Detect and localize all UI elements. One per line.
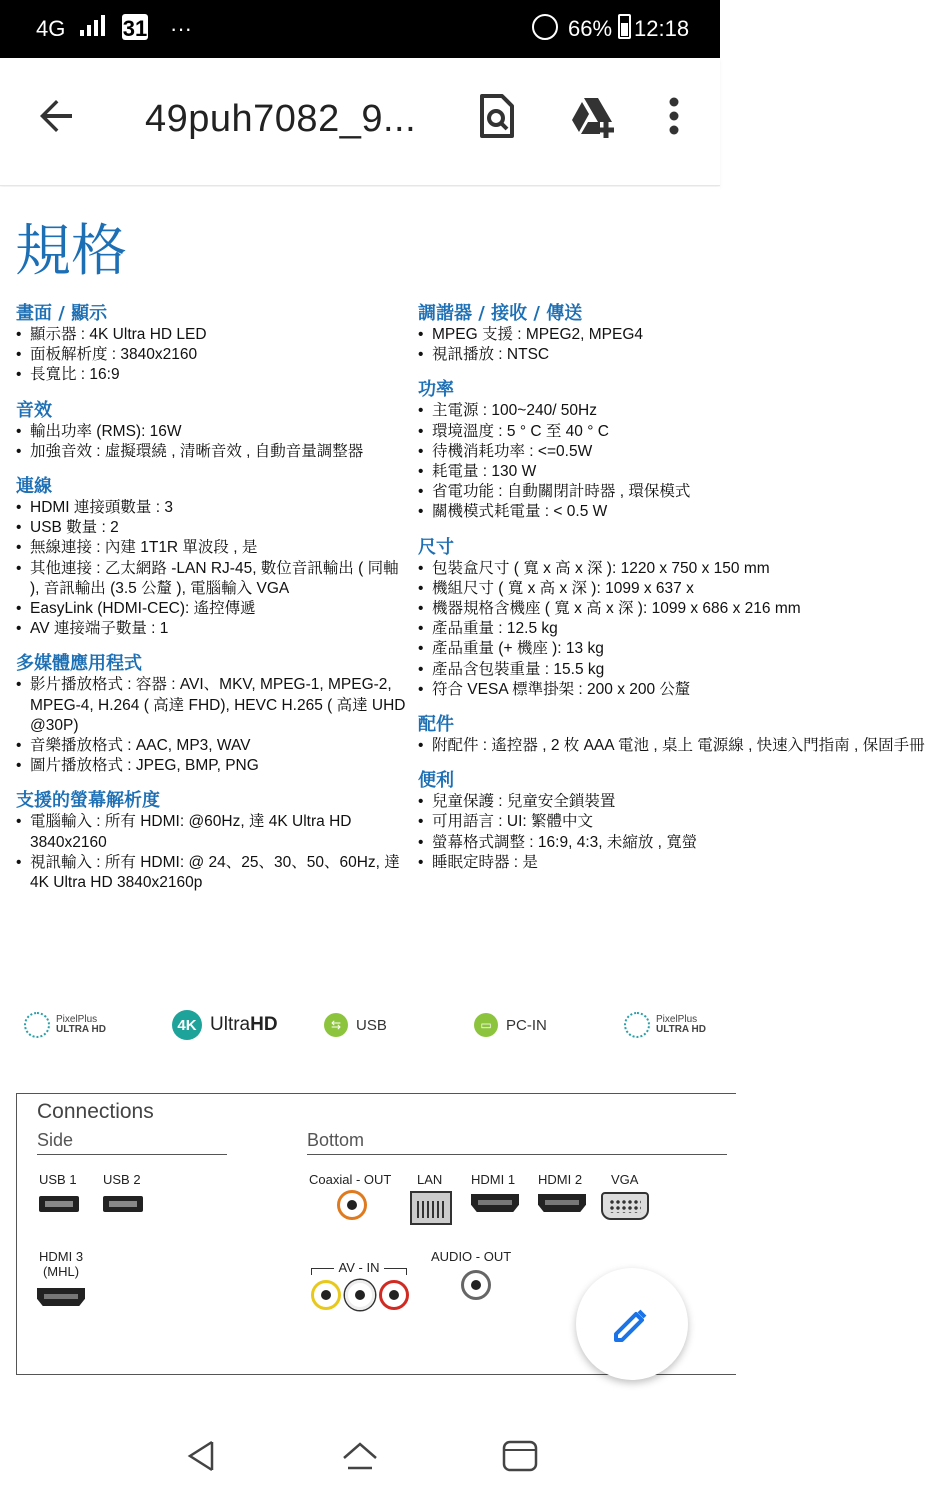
nav-home-button[interactable] — [340, 1436, 380, 1476]
document-title: 49puh7082_9... — [145, 98, 417, 140]
av-in-label: AV - IN — [311, 1260, 407, 1275]
spec-section — [418, 303, 738, 365]
edit-fab-button[interactable] — [576, 1268, 688, 1380]
spec-item: • 音樂播放格式 : AAC, MP3, WAV — [16, 736, 406, 756]
usb-label: USB — [356, 1016, 387, 1034]
nav-home-icon — [340, 1436, 380, 1476]
spec-item: • 環境溫度 : 5 ° C 至 40 ° C — [418, 422, 738, 442]
alarm-icon — [532, 14, 558, 40]
arrow-back-icon — [32, 92, 80, 140]
usb-port-icon — [39, 1196, 79, 1212]
usb-port-icon — [103, 1196, 143, 1212]
spec-item: • 機器規格含機座 ( 寬 x 高 x 深 ): 1099 x 686 x 216 mm — [418, 599, 738, 619]
app-bar — [0, 58, 720, 186]
pixelplus-logo — [24, 1007, 106, 1043]
pixelplus-label: PixelPlus — [656, 1014, 698, 1025]
find-in-page-icon — [474, 92, 518, 140]
pixelplus-icon — [624, 1012, 650, 1038]
4k-badge: 4K — [172, 1010, 202, 1040]
spec-item: • 機組尺寸 ( 寬 x 高 x 深 ): 1099 x 637 x — [418, 579, 738, 599]
nav-back-button[interactable] — [182, 1436, 222, 1476]
spec-item: • HDMI 連接頭數量 : 3 — [16, 498, 406, 518]
bottom-label: Bottom — [307, 1130, 365, 1150]
document-page[interactable] — [0, 187, 925, 1402]
status-bar — [0, 0, 720, 58]
spec-item: • 無線連接 : 內建 1T1R 單波段 , 是 — [16, 538, 406, 558]
ultra-label: Ultra — [210, 1014, 251, 1035]
spec-section — [16, 400, 406, 462]
spec-item: • 長寬比 : 16:9 — [16, 365, 406, 385]
bottom-divider — [307, 1154, 727, 1155]
spec-section-heading: 連線 — [16, 476, 52, 498]
nav-back-icon — [182, 1436, 222, 1476]
spec-item: • 加強音效 : 虛擬環繞 , 清晰音效 , 自動音量調整器 — [16, 442, 406, 462]
spec-item: • AV 連接端子數量 : 1 — [16, 619, 406, 639]
pencil-icon — [610, 1302, 654, 1346]
spec-section-heading: 調諧器 / 接收 / 傳送 — [418, 303, 583, 324]
spec-section-heading: 多媒體應用程式 — [16, 653, 142, 675]
spec-item: • 輸出功率 (RMS): 16W — [16, 422, 406, 442]
network-type: 4G — [36, 16, 66, 41]
spec-section — [418, 770, 738, 873]
spec-item: • 關機模式耗電量 : < 0.5 W — [418, 502, 738, 522]
clock: 12:18 — [634, 16, 690, 41]
pc-in-logo — [474, 1007, 547, 1043]
spec-item: • 電腦輸入 : 所有 HDMI: @60Hz, 達 4K Ultra HD 3840x2160 — [16, 812, 406, 852]
pc-in-label: PC-IN — [506, 1016, 547, 1034]
vga-port-icon — [601, 1192, 649, 1220]
av-audio-right-port-icon — [379, 1280, 409, 1310]
spec-right-column — [418, 303, 925, 887]
side-divider — [37, 1154, 227, 1155]
pixelplus-label: PixelPlus — [56, 1014, 98, 1025]
spec-item: • 影片播放格式 : 容器 : AVI、MKV, MPEG-1, MPEG-2, MPEG-4, H.264 ( 高達 FHD), HEVC H.265 ( 高達 UHD @30P) — [16, 675, 406, 736]
nav-recents-button[interactable] — [500, 1436, 540, 1476]
more-vert-icon — [654, 92, 694, 140]
spec-section — [16, 476, 406, 639]
4k-ultrahd-logo — [172, 1007, 278, 1043]
spec-section — [16, 653, 406, 776]
pixelplus-logo-right — [624, 1007, 706, 1043]
spec-left-column — [16, 303, 406, 907]
spec-item: • 主電源 : 100~240/ 50Hz — [418, 401, 738, 421]
spec-section — [16, 790, 406, 893]
battery-percent: 66% — [568, 16, 613, 41]
spec-section-heading: 功率 — [418, 379, 454, 401]
search-document-button[interactable] — [474, 92, 518, 140]
spec-item: • 待機消耗功率 : <=0.5W — [418, 442, 738, 462]
nav-recents-icon — [500, 1436, 540, 1476]
pixelplus-sublabel: ULTRA HD — [656, 1024, 706, 1035]
spec-item: • 面板解析度 : 3840x2160 — [16, 345, 406, 365]
spec-item: • 省電功能 : 自動關閉計時器 , 環保模式 — [418, 482, 738, 502]
pc-in-icon: ▭ — [474, 1013, 498, 1037]
spec-section-heading: 尺寸 — [418, 536, 454, 558]
drive-add-icon — [568, 92, 618, 140]
spec-item: • 產品重量 : 12.5 kg — [418, 619, 738, 639]
more-options-button[interactable] — [654, 92, 694, 140]
spec-section-heading: 便利 — [418, 770, 454, 792]
spec-item: • 顯示器 : 4K Ultra HD LED — [16, 325, 406, 345]
pixelplus-icon — [24, 1012, 50, 1038]
hdmi-port-icon — [37, 1288, 85, 1306]
spec-item: • MPEG 支援 : MPEG2, MPEG4 — [418, 325, 738, 345]
signal-icon — [80, 14, 110, 36]
spec-title: 規格 — [15, 219, 127, 284]
pixelplus-sublabel: ULTRA HD — [56, 1024, 106, 1035]
spec-item: • 附配件 : 遙控器 , 2 枚 AAA 電池 , 桌上 電源線 , 快速入門指南 , 保固手冊 — [418, 736, 738, 756]
av-audio-left-port-icon — [345, 1280, 375, 1310]
usb-logo — [324, 1007, 387, 1043]
av-video-port-icon — [311, 1280, 341, 1310]
hdmi-port-icon — [538, 1194, 586, 1212]
navigation-bar — [0, 1402, 720, 1497]
more-notifications-icon: ··· — [170, 16, 192, 41]
spec-item: • 符合 VESA 標準掛架 : 200 x 200 公釐 — [418, 680, 738, 700]
lan-label: LAN — [417, 1172, 443, 1187]
spec-item: • 其他連接 : 乙太網路 -LAN RJ-45, 數位音訊輸出 ( 同軸 ), 音訊輸出 (3.5 公釐 ), 電腦輸入 VGA — [16, 559, 406, 599]
hdmi3-label: HDMI 3 (MHL) — [39, 1249, 84, 1279]
spec-section — [418, 536, 801, 700]
coaxial-port-icon — [337, 1190, 367, 1220]
spec-item: • 圖片播放格式 : JPEG, BMP, PNG — [16, 756, 406, 776]
side-label: Side — [37, 1130, 74, 1150]
spec-section-heading: 支援的螢幕解析度 — [16, 790, 160, 812]
spec-section — [418, 379, 738, 522]
hdmi1-label: HDMI 1 — [471, 1172, 516, 1187]
spec-item: • 視訊播放 : NTSC — [418, 345, 738, 365]
spec-section-heading: 配件 — [418, 714, 454, 736]
spec-item: • EasyLink (HDMI-CEC): 遙控傳遞 — [16, 599, 406, 619]
hdmi2-label: HDMI 2 — [538, 1172, 583, 1187]
spec-item: • 產品重量 (+ 機座 ): 13 kg — [418, 639, 738, 659]
spec-item: • 產品含包裝重量 : 15.5 kg — [418, 660, 738, 680]
usb1-label: USB 1 — [39, 1172, 77, 1187]
spec-section — [16, 303, 406, 386]
save-to-drive-button[interactable] — [568, 92, 618, 140]
spec-section-heading: 音效 — [16, 399, 52, 421]
audio-out-label: AUDIO - OUT — [431, 1249, 512, 1264]
spec-item: • USB 數量 : 2 — [16, 518, 406, 538]
hd-label: HD — [250, 1014, 278, 1035]
battery-icon — [618, 14, 631, 39]
spec-item: • 包裝盒尺寸 ( 寬 x 高 x 深 ): 1220 x 750 x 150 mm — [418, 559, 738, 579]
connections-title: Connections — [37, 1100, 154, 1123]
coaxial-label: Coaxial - OUT — [309, 1172, 392, 1187]
spec-section-heading: 畫面 / 顯示 — [16, 303, 108, 324]
usb-icon: ⇆ — [324, 1013, 348, 1037]
usb2-label: USB 2 — [103, 1172, 141, 1187]
spec-item: • 耗電量 : 130 W — [418, 462, 738, 482]
feature-logos — [0, 1007, 720, 1047]
spec-item: • 兒童保護 : 兒童安全鎖裝置 — [418, 792, 738, 812]
vga-label: VGA — [611, 1172, 639, 1187]
spec-item: • 螢幕格式調整 : 16:9, 4:3, 未縮放 , 寬螢 — [418, 833, 738, 853]
spec-item: • 睡眠定時器 : 是 — [418, 853, 738, 873]
spec-item: • 可用語言 : UI: 繁體中文 — [418, 812, 738, 832]
spec-section — [418, 714, 925, 756]
lan-port-icon — [410, 1191, 452, 1225]
audio-out-port-icon — [461, 1270, 491, 1300]
calendar-icon: 31 — [122, 16, 148, 41]
back-button[interactable] — [32, 92, 80, 140]
hdmi-port-icon — [471, 1194, 519, 1212]
spec-item: • 視訊輸入 : 所有 HDMI: @ 24、25、30、50、60Hz, 達 4K Ultra HD 3840x2160p — [16, 853, 406, 893]
